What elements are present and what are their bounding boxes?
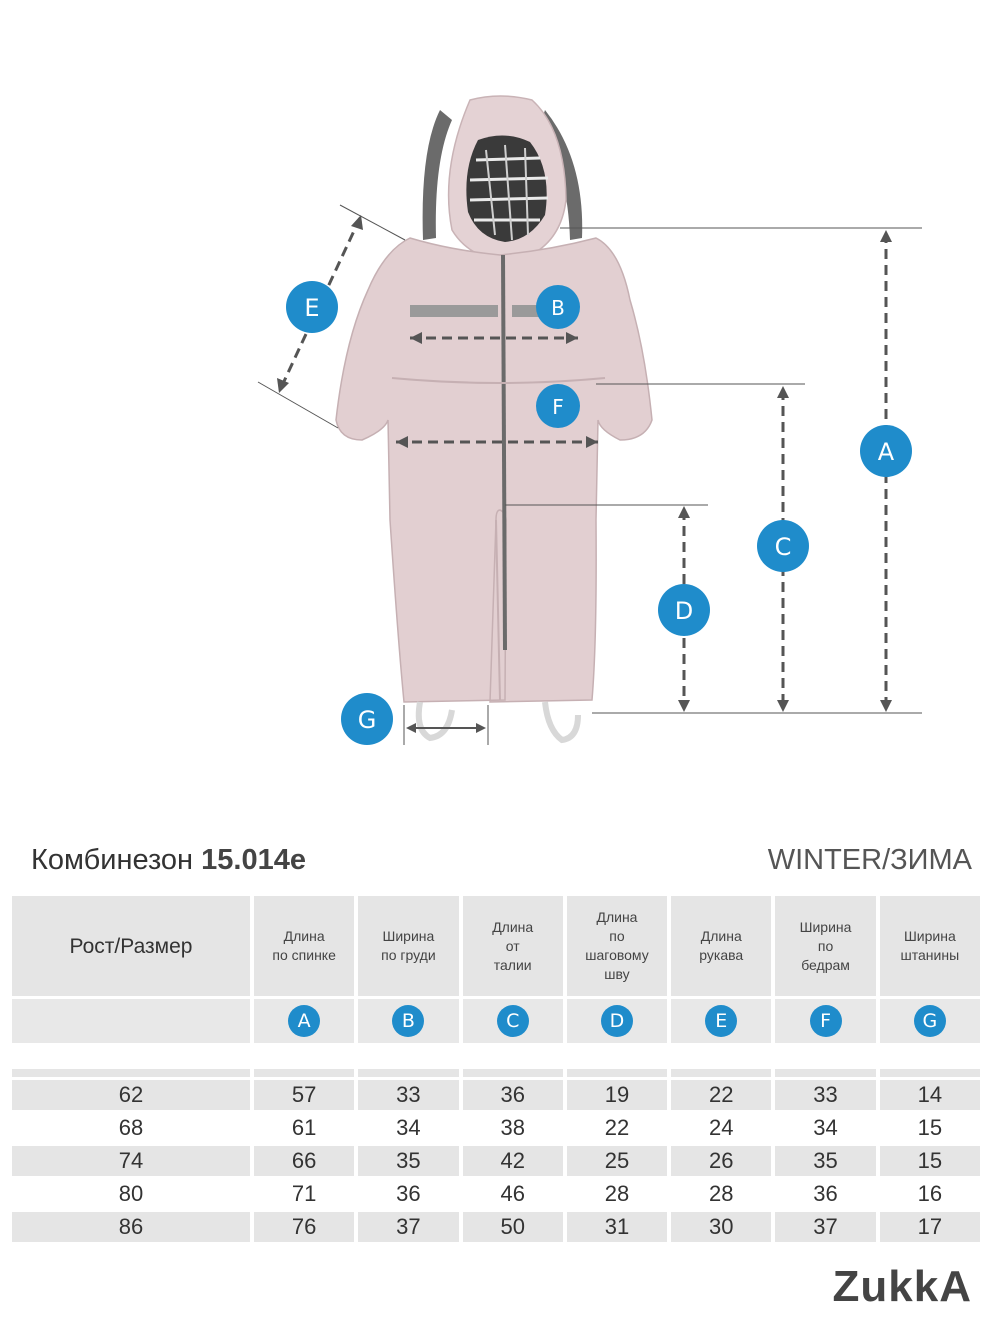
measurement-cell: 28: [671, 1179, 771, 1209]
column-badge-c: C: [497, 1005, 529, 1037]
size-data: [12, 1080, 980, 1242]
column-header: [254, 896, 354, 996]
column-header-label: Ширина по груди: [381, 928, 436, 963]
badge-e: [286, 281, 338, 333]
badge-a-label: A: [877, 438, 895, 466]
badge-b: [536, 285, 580, 329]
measurement-cell: 46: [463, 1179, 563, 1209]
size-table: [8, 893, 984, 1245]
measurement-cell: 22: [567, 1113, 667, 1143]
measurement-cell: 50: [463, 1212, 563, 1242]
size-cell: 68: [12, 1113, 250, 1143]
column-header: [671, 896, 771, 996]
column-badge-a: A: [288, 1005, 320, 1037]
column-header-label: Длина по шаговому шву: [585, 909, 649, 982]
column-header: [880, 896, 980, 996]
measurement-cell: 25: [567, 1146, 667, 1176]
column-header: [567, 896, 667, 996]
measurement-cell: 37: [775, 1212, 875, 1242]
measurement-cell: 14: [880, 1080, 980, 1110]
size-header: Рост/Размер: [12, 896, 250, 996]
column-header: [358, 896, 458, 996]
column-badge-b: B: [392, 1005, 424, 1037]
measurement-cell: 42: [463, 1146, 563, 1176]
product-title: [31, 844, 306, 877]
badge-row: [12, 999, 980, 1043]
badge-a: [860, 425, 912, 477]
column-badge-g: G: [914, 1005, 946, 1037]
badge-row-empty: [12, 999, 250, 1043]
measurement-cell: 22: [671, 1080, 771, 1110]
badge-c-label: C: [774, 533, 792, 561]
table-row: [12, 1113, 980, 1143]
measurement-cell: 24: [671, 1113, 771, 1143]
measurement-cell: 31: [567, 1212, 667, 1242]
measurement-cell: 28: [567, 1179, 667, 1209]
column-header-label: Ширина по бедрам: [799, 918, 852, 973]
measurement-cell: 57: [254, 1080, 354, 1110]
measurement-cell: 19: [567, 1080, 667, 1110]
measurement-cell: 30: [671, 1212, 771, 1242]
title-row: [0, 838, 1000, 882]
header-row: [12, 896, 980, 996]
measurement-cell: 61: [254, 1113, 354, 1143]
table-row: [12, 1212, 980, 1242]
measurement-cell: 38: [463, 1113, 563, 1143]
measurement-cell: 26: [671, 1146, 771, 1176]
badge-g-label: G: [357, 706, 377, 734]
badge-f: [536, 384, 580, 428]
product-title-prefix: Комбинезон: [31, 844, 194, 876]
measurement-cell: 34: [358, 1113, 458, 1143]
brand-logo: ZukkA: [832, 1262, 972, 1311]
table-row: [12, 1080, 980, 1110]
measurement-cell: 33: [775, 1080, 875, 1110]
column-badge-f: F: [810, 1005, 842, 1037]
column-header: [463, 896, 563, 996]
measurement-cell: 33: [358, 1080, 458, 1110]
badge-c: [757, 520, 809, 572]
badge-d-label: D: [674, 597, 694, 625]
measurement-cell: 37: [358, 1212, 458, 1242]
snowsuit-illustration: [336, 96, 652, 740]
column-header-label: Ширина штанины: [900, 928, 960, 963]
measurement-cell: 15: [880, 1113, 980, 1143]
measurement-cell: 36: [463, 1080, 563, 1110]
badge-f-label: F: [552, 395, 564, 419]
measurement-cell: 34: [775, 1113, 875, 1143]
column-badge-e: E: [705, 1005, 737, 1037]
measurement-cell: 35: [775, 1146, 875, 1176]
measurement-cell: 17: [880, 1212, 980, 1242]
measurement-cell: 36: [775, 1179, 875, 1209]
column-badge-d: D: [601, 1005, 633, 1037]
measurement-cell: 71: [254, 1179, 354, 1209]
measurement-cell: 16: [880, 1179, 980, 1209]
table-row: [12, 1179, 980, 1209]
badge-g: [341, 693, 393, 745]
product-code: 15.014e: [201, 844, 306, 876]
measurement-cell: 76: [254, 1212, 354, 1242]
measurement-cell: 15: [880, 1146, 980, 1176]
measurement-cell: 35: [358, 1146, 458, 1176]
column-header-label: Длина по спинке: [272, 928, 336, 963]
table-row: [12, 1146, 980, 1176]
badge-b-label: B: [551, 296, 565, 320]
season-label: WINTER/ЗИМА: [767, 844, 972, 876]
measurement-cell: 66: [254, 1146, 354, 1176]
badge-e-label: E: [304, 294, 320, 322]
measurement-cell: 36: [358, 1179, 458, 1209]
size-cell: 62: [12, 1080, 250, 1110]
badge-d: [658, 584, 710, 636]
size-cell: 74: [12, 1146, 250, 1176]
column-header-label: Длина от талии: [492, 918, 534, 973]
size-cell: 86: [12, 1212, 250, 1242]
size-cell: 80: [12, 1179, 250, 1209]
column-header: [775, 896, 875, 996]
table-spacer: [12, 1046, 980, 1066]
column-header-label: Длина рукава: [699, 928, 744, 963]
table-spacer-band: [12, 1069, 980, 1077]
